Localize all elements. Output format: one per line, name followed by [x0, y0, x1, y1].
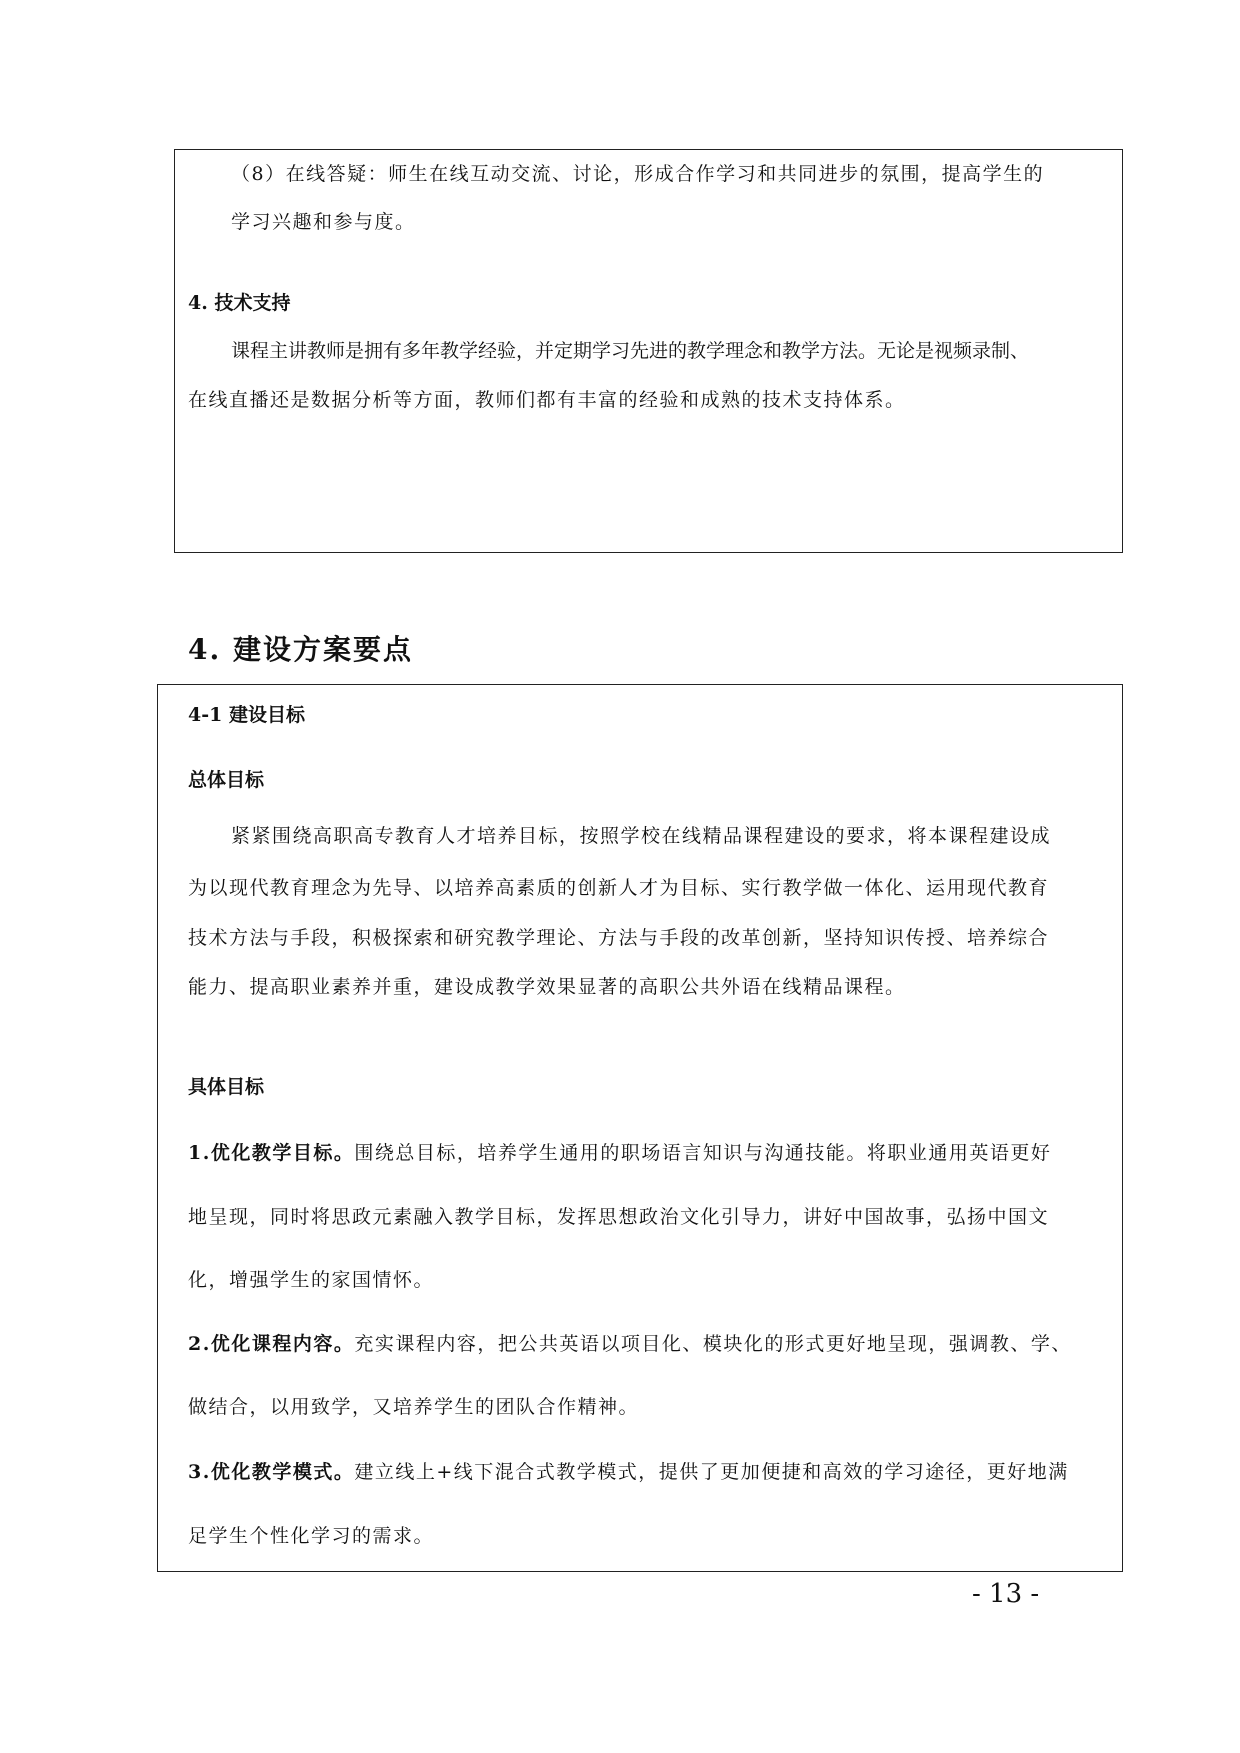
specific-item-3-line1	[188, 1463, 1069, 1482]
specific-item-3-line2: 足学生个性化学习的需求。	[188, 1525, 435, 1547]
specific-item-1-lead: 1.优化教学目标。	[188, 1142, 355, 1164]
specific-item-2-line2: 做结合，以用致学，又培养学生的团队合作精神。	[188, 1396, 640, 1418]
section-heading: 4. 建设方案要点	[188, 633, 413, 666]
specific-item-2-lead: 2.优化课程内容。	[188, 1333, 355, 1355]
overall-goal-line: 能力、提高职业素养并重，建设成教学效果显著的高职公共外语在线精品课程。	[188, 976, 906, 998]
specific-item-1-text: 围绕总目标，培养学生通用的职场语言知识与沟通技能。将职业通用英语更好	[354, 1142, 1052, 1164]
specific-item-2-line1	[188, 1335, 1072, 1354]
tech-support-line2: 在线直播还是数据分析等方面，教师们都有丰富的经验和成熟的技术支持体系。	[188, 389, 906, 411]
specific-item-3-lead: 3.优化教学模式。	[188, 1461, 355, 1483]
specific-item-2-text: 充实课程内容，把公共英语以项目化、模块化的形式更好地呈现，强调教、学、	[354, 1333, 1072, 1355]
specific-item-1-line2: 地呈现，同时将思政元素融入教学目标，发挥思想政治文化引导力，讲好中国故事，弘扬中国文	[188, 1206, 1050, 1228]
tech-support-title: 4. 技术支持	[188, 292, 291, 314]
overall-goal-line: 紧紧围绕高职高专教育人才培养目标，按照学校在线精品课程建设的要求，将本课程建设成	[231, 825, 1052, 847]
overall-goal-line: 技术方法与手段，积极探索和研究教学理论、方法与手段的改革创新，坚持知识传授、培养综合	[188, 927, 1050, 949]
tech-support-line1: 课程主讲教师是拥有多年教学经验，并定期学习先进的教学理念和教学方法。无论是视频录制、	[231, 340, 1030, 362]
page-number: - 13 -	[972, 1579, 1040, 1609]
specific-goal-title: 具体目标	[188, 1076, 265, 1098]
overall-goal-title: 总体目标	[188, 769, 265, 791]
specific-item-1-line3: 化，增强学生的家国情怀。	[188, 1269, 435, 1291]
specific-item-1-line1	[188, 1144, 1051, 1163]
plan-content-box	[157, 684, 1123, 1572]
item8-line2: 学习兴趣和参与度。	[231, 211, 416, 233]
subsection-title: 4-1 建设目标	[188, 704, 305, 726]
specific-item-3-text: 建立线上+线下混合式教学模式，提供了更加便捷和高效的学习途径，更好地满	[354, 1461, 1069, 1483]
item8-line1: （8）在线答疑：师生在线互动交流、讨论，形成合作学习和共同进步的氛围，提高学生的	[231, 163, 1045, 185]
overall-goal-line: 为以现代教育理念为先导、以培养高素质的创新人才为目标、实行教学做一体化、运用现代教育	[188, 877, 1050, 899]
